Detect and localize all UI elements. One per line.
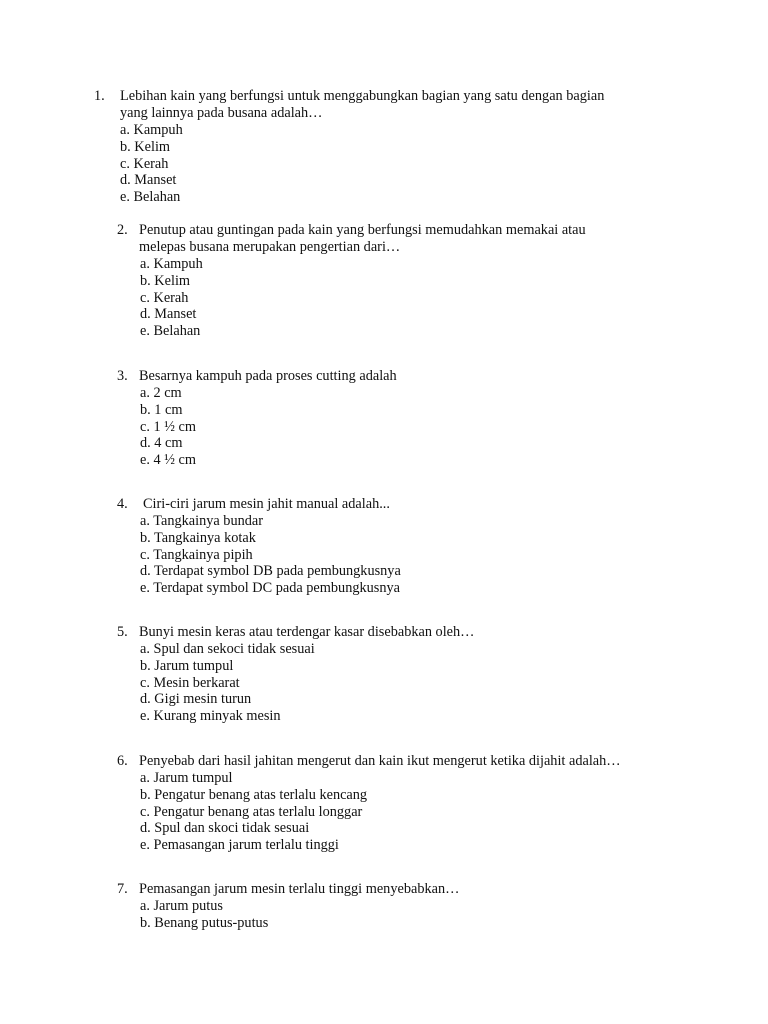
question-6-stem-line-1: Penyebab dari hasil jahitan mengerut dan kain ikut mengerut ketika dijahit adalah… (139, 753, 621, 769)
question-2-option-e: e. Belahan (140, 323, 201, 340)
question-6-option-c: c. Pengatur benang atas terlalu longgar (140, 803, 363, 820)
question-1-option-d: d. Manset (120, 172, 177, 189)
question-4-option-e: e. Terdapat symbol DC pada pembungkusnya (140, 580, 400, 597)
question-5-options (140, 641, 315, 725)
question-3-options (140, 385, 196, 469)
question-6-number: 6. (117, 753, 128, 769)
question-5-option-a: a. Spul dan sekoci tidak sesuai (140, 641, 315, 657)
question-1-option-a: a. Kampuh (120, 122, 183, 138)
question-1-number: 1. (94, 88, 105, 104)
question-4-number: 4. (117, 496, 128, 512)
question-4-option-d: d. Terdapat symbol DB pada pembungkusnya (140, 563, 401, 580)
question-2-number: 2. (117, 222, 128, 238)
question-3-option-e: e. 4 ½ cm (140, 452, 196, 469)
question-2-option-c: c. Kerah (140, 289, 189, 306)
question-5-stem-line-1: Bunyi mesin keras atau terdengar kasar disebabkan oleh… (139, 624, 475, 640)
question-2-options (140, 256, 203, 340)
question-2-option-b: b. Kelim (140, 272, 191, 289)
question-1-stem-line-1: Lebihan kain yang berfungsi untuk menggabungkan bagian yang satu dengan bagian (120, 88, 605, 104)
question-6-option-a: a. Jarum tumpul (140, 770, 233, 786)
question-7-number: 7. (117, 881, 128, 897)
question-2-stem-line-2: melepas busana merupakan pengertian dari… (139, 239, 401, 255)
question-6-option-e: e. Pemasangan jarum terlalu tinggi (140, 837, 339, 854)
question-2-option-a: a. Kampuh (140, 256, 203, 272)
question-6-option-d: d. Spul dan skoci tidak sesuai (140, 820, 310, 837)
question-5-number: 5. (117, 624, 128, 640)
question-4-option-b: b. Tangkainya kotak (140, 529, 256, 546)
question-4-option-a: a. Tangkainya bundar (140, 513, 263, 529)
question-3-stem-line-1: Besarnya kampuh pada proses cutting adalah (139, 368, 397, 384)
question-5-option-c: c. Mesin berkarat (140, 674, 240, 691)
question-4-options (140, 513, 401, 597)
question-7-stem-line-1: Pemasangan jarum mesin terlalu tinggi menyebabkan… (139, 881, 460, 897)
question-4-option-c: c. Tangkainya pipih (140, 546, 253, 563)
question-6-option-b: b. Pengatur benang atas terlalu kencang (140, 786, 368, 803)
question-2-stem-line-1: Penutup atau guntingan pada kain yang berfungsi memudahkan memakai atau (139, 222, 586, 238)
question-6-options (140, 770, 367, 854)
question-7-option-b: b. Benang putus-putus (140, 914, 269, 931)
question-5-option-d: d. Gigi mesin turun (140, 691, 252, 708)
question-2-option-d: d. Manset (140, 306, 197, 323)
question-5-option-e: e. Kurang minyak mesin (140, 708, 281, 725)
question-3-option-c: c. 1 ½ cm (140, 418, 196, 435)
question-3-option-b: b. 1 cm (140, 401, 183, 418)
question-1-stem-line-2: yang lainnya pada busana adalah… (120, 105, 323, 121)
question-7-options (140, 898, 268, 932)
question-1-option-c: c. Kerah (120, 155, 169, 172)
question-7-option-a: a. Jarum putus (140, 898, 223, 914)
question-3-number: 3. (117, 368, 128, 384)
question-5-option-b: b. Jarum tumpul (140, 657, 234, 674)
question-3-option-a: a. 2 cm (140, 385, 182, 401)
question-1-option-e: e. Belahan (120, 189, 181, 206)
question-4-stem-line-1: Ciri-ciri jarum mesin jahit manual adalah... (143, 496, 390, 512)
question-1-option-b: b. Kelim (120, 138, 171, 155)
question-1-options (120, 122, 183, 206)
question-3-option-d: d. 4 cm (140, 435, 183, 452)
